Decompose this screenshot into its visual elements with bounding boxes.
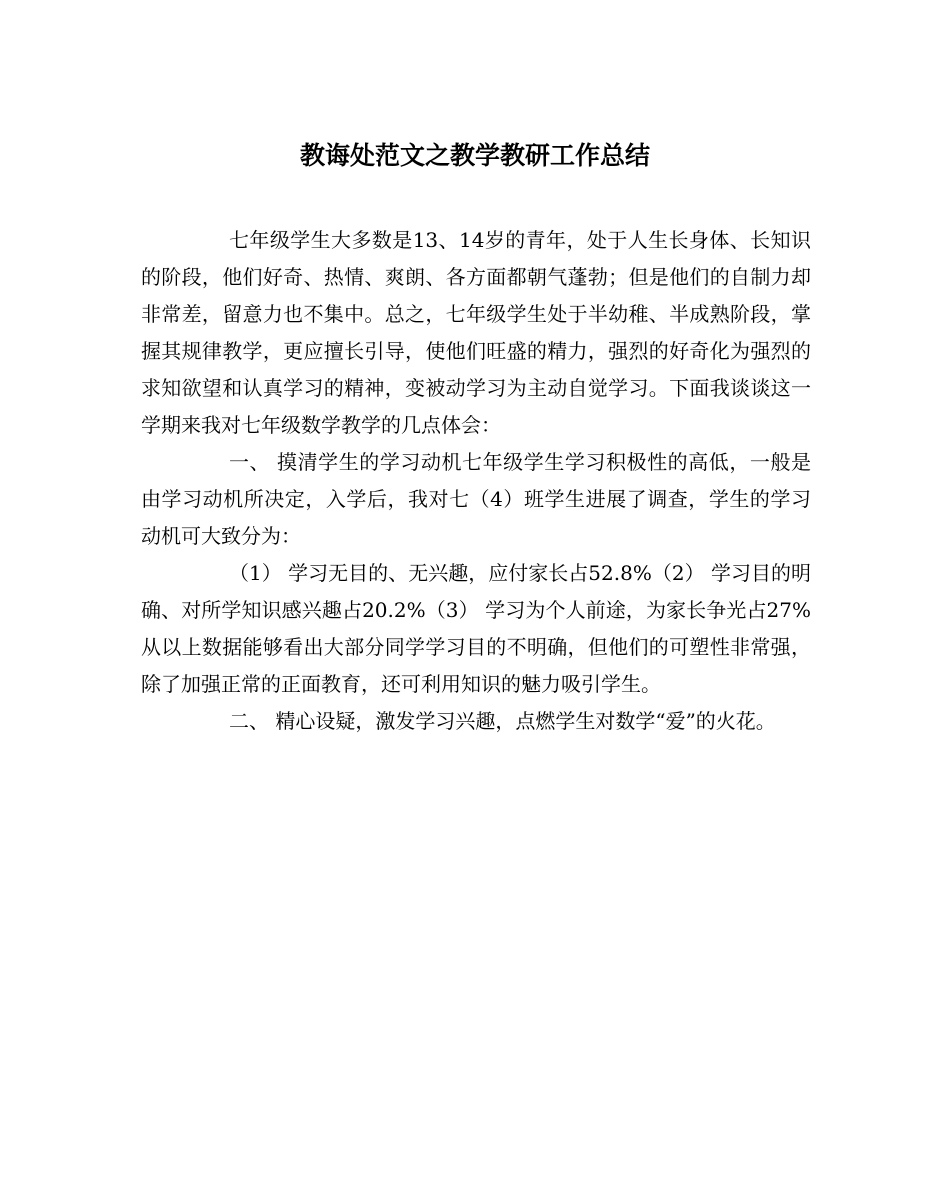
document-title: 教诲处范文之教学教研工作总结 [299, 141, 650, 170]
paragraph-survey-results: （1） 学习无目的、无兴趣，应付家长占52.8%（2） 学习目的明确、对所学知识感兴趣占20.2%（3） 学习为个人前途，为家长争光占27%从以上数据能够看出大部分同学学习目的不明确，但他们的可塑性非常强，除了加强正常的正面教育，还可利用知识的魅力吸引学生。 [141, 561, 811, 696]
document-body [141, 222, 811, 740]
paragraph-intro: 七年级学生大多数是13、14岁的青年，处于人生长身体、长知识的阶段，他们好奇、热情、爽朗、各方面都朝气蓬勃；但是他们的自制力却非常差，留意力也不集中。总之，七年级学生处于半幼稚、半成熟阶段，掌握其规律教学，更应擅长引导，使他们旺盛的精力，强烈的好奇化为强烈的求知欲望和认真学习的精神，变被动学习为主动自觉学习。下面我谈谈这一学期来我对七年级数学教学的几点体会： [141, 228, 811, 437]
paragraph-section-two: 二、 精心设疑，激发学习兴趣，点燃学生对数学“爱”的火花。 [229, 709, 776, 733]
paragraph-section-one: 一、 摸清学生的学习动机七年级学生学习积极性的高低，一般是由学习动机所决定，入学后，我对七（4）班学生进展了调查，学生的学习动机可大致分为： [141, 450, 811, 548]
